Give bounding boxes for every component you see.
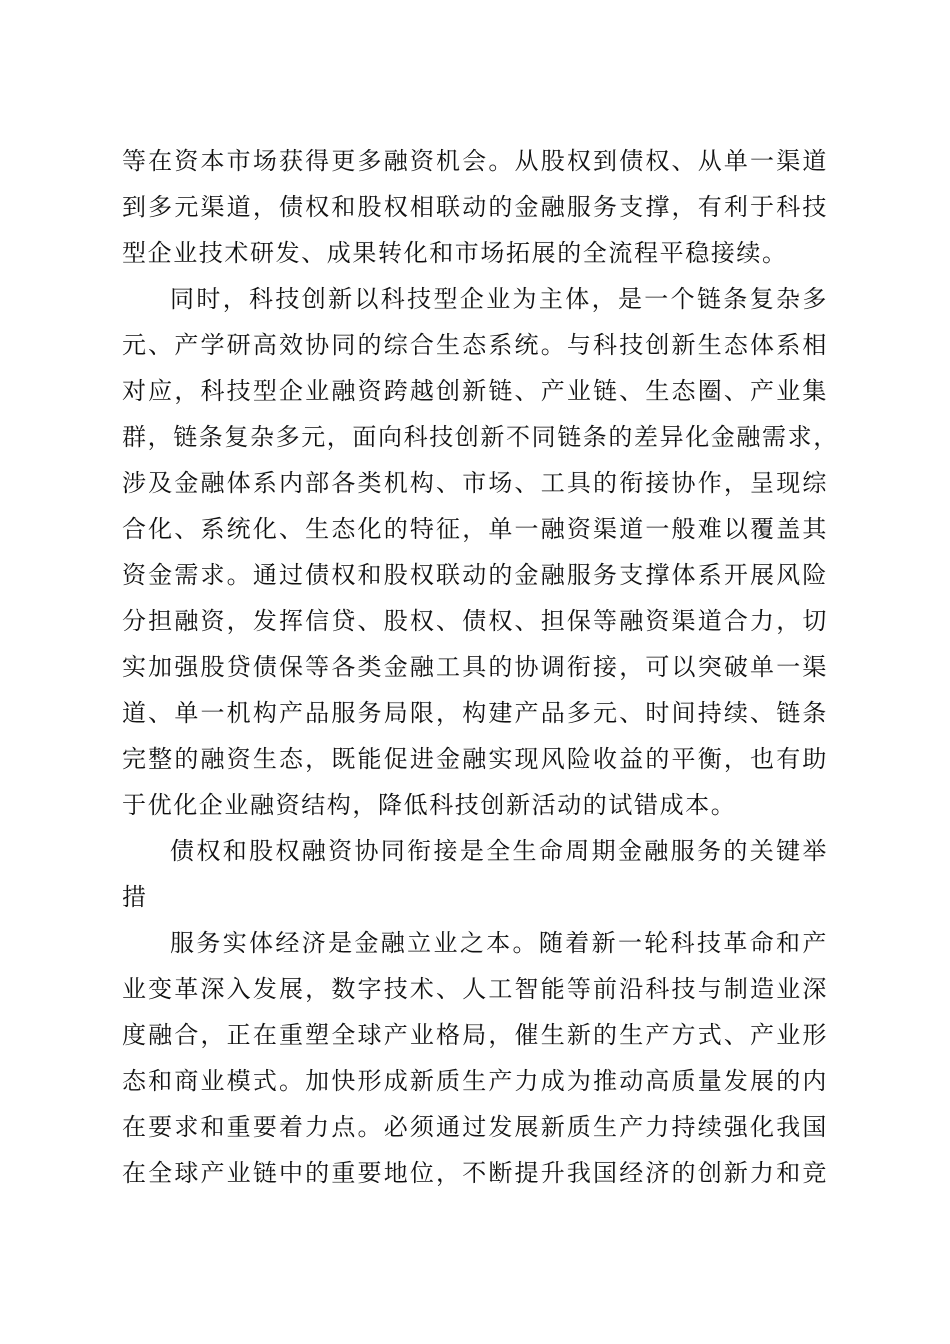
text-line: 到多元渠道，债权和股权相联动的金融服务支撑，有利于科技 bbox=[122, 193, 828, 221]
paragraph-first-line: 同时，科技创新以科技型企业为主体，是一个链条复杂多 bbox=[170, 285, 828, 313]
text-line: 于优化企业融资结构，降低科技创新活动的试错成本。 bbox=[122, 791, 737, 819]
text-line: 度融合，正在重塑全球产业格局，催生新的生产方式、产业形 bbox=[122, 1021, 828, 1049]
text-line: 态和商业模式。加快形成新质生产力成为推动高质量发展的内 bbox=[122, 1067, 828, 1095]
text-line: 元、产学研高效协同的综合生态系统。与科技创新生态体系相 bbox=[122, 331, 828, 359]
text-line: 道、单一机构产品服务局限，构建产品多元、时间持续、链条 bbox=[122, 699, 828, 727]
paragraph-first-line: 服务实体经济是金融立业之本。随着新一轮科技革命和产 bbox=[170, 929, 828, 957]
text-line: 分担融资，发挥信贷、股权、债权、担保等融资渠道合力，切 bbox=[122, 607, 828, 635]
text-line: 型企业技术研发、成果转化和市场拓展的全流程平稳接续。 bbox=[122, 239, 788, 267]
section-heading-continuation: 措 bbox=[122, 883, 148, 911]
text-line: 等在资本市场获得更多融资机会。从股权到债权、从单一渠道 bbox=[122, 147, 828, 175]
text-line: 对应，科技型企业融资跨越创新链、产业链、生态圈、产业集 bbox=[122, 377, 828, 405]
text-line: 完整的融资生态，既能促进金融实现风险收益的平衡，也有助 bbox=[122, 745, 828, 773]
text-line: 实加强股贷债保等各类金融工具的协调衔接，可以突破单一渠 bbox=[122, 653, 828, 681]
text-line: 涉及金融体系内部各类机构、市场、工具的衔接协作，呈现综 bbox=[122, 469, 828, 497]
text-line: 合化、系统化、生态化的特征，单一融资渠道一般难以覆盖其 bbox=[122, 515, 828, 543]
text-line: 资金需求。通过债权和股权联动的金融服务支撑体系开展风险 bbox=[122, 561, 828, 589]
text-line: 业变革深入发展，数字技术、人工智能等前沿科技与制造业深 bbox=[122, 975, 828, 1003]
text-line: 在全球产业链中的重要地位，不断提升我国经济的创新力和竞 bbox=[122, 1159, 828, 1187]
text-line: 在要求和重要着力点。必须通过发展新质生产力持续强化我国 bbox=[122, 1113, 828, 1141]
text-line: 群，链条复杂多元，面向科技创新不同链条的差异化金融需求， bbox=[122, 423, 839, 451]
section-heading: 债权和股权融资协同衔接是全生命周期金融服务的关键举 bbox=[170, 837, 828, 865]
body-text bbox=[122, 138, 839, 1196]
